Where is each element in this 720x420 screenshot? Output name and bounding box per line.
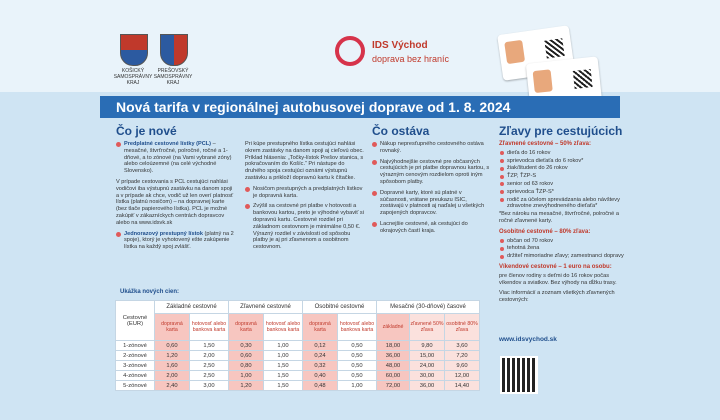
sub-header: osobitné 80% zľava [445,314,480,341]
zlava-item: senior od 63 rokov [499,181,624,188]
title-banner [100,96,620,118]
fare-cell: 0,48 [303,381,338,391]
ids-logo-icon [335,36,365,66]
fare-cell: 1,00 [338,381,377,391]
fare-cell: 0,80 [229,361,264,371]
zlava-item: držiteľ mimoriadne zľavy; zamestnanci dopravy [499,253,624,260]
fare-cell: 18,00 [377,341,410,351]
co-je-nove-column [116,141,236,255]
fare-cell: 3,60 [445,341,480,351]
ostava-item: Najvýhodnejšie cestovné pre občasných cestujúcich je pri platbe dopravnou kartou, s výrazným cenovým rozdielom oproti iným spôsobom platby. [372,159,490,186]
more-info-text: Viac informácií a zoznam všetkých zľavnených cestovných: [499,290,615,304]
crest-right-label: PREŠOVSKÝ SAMOSPRÁVNY KRAJ [153,68,193,86]
fare-cell: 0,60 [155,341,190,351]
sub-header: hotovosť alebo bankova karta [264,314,303,341]
pcl-detail: V prípade cestovania s PCL cestujúci nahlási vodičovi iba výstupnú zastávku na danom spoji a v prípade ak chce, vodič už len overí platnosť lístka (platnú nosičom) – na dopravnej karte (bez tlače papierového lístka). PCL je možné zakúpiť v zákazníckych centrách dopravcov alebo na www.idsvk.sk [116,178,234,226]
page-title: Nová tarifa v regionálnej autobusovej doprave od 1. 8. 2024 [116,99,511,115]
zlava-item: sprievodca dieťaťa do 6 rokov* [499,158,624,165]
fare-cell: 30,00 [410,371,445,381]
fare-cell: 0,12 [303,341,338,351]
zlava-item: tehotná žena [499,245,624,252]
pcl-bold: Predplatné cestovné lístky (PCL) [124,141,212,147]
table-row [116,341,480,351]
fare-cell: 2,40 [155,381,190,391]
fare-cell: 14,40 [445,381,480,391]
ostava-item: Lacnejšie cestovné, ak cestujúci do okrajových častí kraja. [372,221,490,235]
table-row [116,371,480,381]
fare-cell: 1,00 [264,351,303,361]
sub-header: hotovosť alebo bankova karta [338,314,377,341]
sub-header: dopravná karta [303,314,338,341]
zone-label: 5-zónové [116,381,155,391]
zlava-item: dieťa do 16 rokov [499,150,624,157]
ids-subtitle: doprava bez hraníc [372,54,450,64]
fare-cell: 0,40 [303,371,338,381]
carrier-note: Nosičom prestupných a predplatných lístkov je dopravná karta. [245,186,365,200]
fare-cell: 0,50 [338,361,377,371]
fare-cell: 9,60 [445,361,480,371]
presov-crest-icon [160,34,188,66]
fare-cell: 12,00 [445,371,480,381]
fare-cell: 3,00 [190,381,229,391]
sub-header: základné [377,314,410,341]
fare-cell: 72,00 [377,381,410,391]
fare-cell: 2,50 [190,361,229,371]
table-row [116,381,480,391]
fare-cell: 9,80 [410,341,445,351]
qr-code-icon [544,38,564,58]
fare-cell: 24,00 [410,361,445,371]
table-row [116,351,480,361]
fare-cell: 0,30 [229,341,264,351]
group-header: Mesačné (30-dňové) časové [377,301,480,314]
fare-cell: 36,00 [410,381,445,391]
middle-column [245,141,365,255]
ids-title: IDS Východ [372,40,428,51]
fare-cell: 1,50 [264,381,303,391]
zone-label: 1-zónové [116,341,155,351]
fare-cell: 2,50 [190,371,229,381]
website-link[interactable]: www.idsvychod.sk [499,336,557,343]
fare-cell: 1,50 [190,341,229,351]
photo-icon [504,40,525,64]
fare-cell: 2,00 [190,351,229,361]
fare-cell: 7,20 [445,351,480,361]
fare-cell: 0,60 [229,351,264,361]
kosice-crest-icon [120,34,148,66]
fare-cell: 1,50 [264,371,303,381]
transfer-example: Pri kúpe prestupného lístka cestujúci nahlási okrem zastávky na danom spoji aj cieľovú obec. Príklad hlásenia: „Točky-lístok Prešov stanica, s pokračovaním do Košíc.“ Pri nástupe do druhého spoja cestujúci oznámi výstupnú zastávku a prikloží dopravnú kartu k čítačke. [245,141,364,181]
fare-cell: 0,32 [303,361,338,371]
zone-label: 3-zónové [116,361,155,371]
zlava-item: sprievodca ŤZP-S* [499,189,624,196]
co-ostava-heading: Čo ostáva [372,124,430,138]
fare-cell: 60,00 [377,371,410,381]
crest-left-label: KOŠICKÝ SAMOSPRÁVNY KRAJ [113,68,153,86]
price-note: Zvýšil sa cestovné pri platbe v hotovosti a bankovou kartou, preto je výhodné vybaviť si dopravnú kartu. Cestovné rozdiel pri základnom cestovnom je minimálne 0,50 €. Výrazný rozdiel v závislosti od spôsobu platby je aj pri zľavnenom a osobitnom cestovnom. [245,203,365,251]
zlava-item: rodič za účelom sprevádzania alebo návštevy zdravotne znevýhodneného dieťaťa* [499,197,624,211]
zlava-note: *Bez nároku na mesačné, štvrťročné, polročné a ročné zľavnené karty. [499,211,619,224]
fare-cell: 0,50 [338,341,377,351]
qr-code-icon [573,69,593,89]
zlava-item: žiak/študent do 26 rokov [499,165,624,172]
row-header: Cestovné (EUR) [116,301,155,341]
zlavy-heading: Zľavy pre cestujúcich [499,124,623,138]
fare-cell: 2,00 [155,371,190,381]
zone-label: 2-zónové [116,351,155,361]
fare-cell: 1,60 [155,361,190,371]
ostava-item: Nákup nepresťupného cestovného ostáva rovnaký. [372,141,490,155]
table-row [116,361,480,371]
fare-cell: 36,00 [377,351,410,361]
fare-cell: 48,00 [377,361,410,371]
zlava-50-title: Zľavnené cestovné – 50% zľava: [499,141,592,147]
group-header: Základné cestovné [155,301,229,314]
qr-code-icon [500,356,538,394]
fare-cell: 1,20 [155,351,190,361]
fare-cell: 1,00 [229,371,264,381]
transfer-ticket-text: (platný na 2 spoje), ktorý je vyhotovený ešte zakúpenie lístka na každý spoj zvlášť. [124,230,234,251]
group-header: Zľavnené cestovné [229,301,303,314]
fares-table [115,300,480,391]
ostava-item: Dopravné karty, ktoré sú platné v súčasnosti, vrátane preukazu ISIC, zostávajú v platnosti aj naďalej u všetkých zapojených dopravcov. [372,190,490,217]
photo-icon [533,69,553,93]
zlavy-column [499,141,624,308]
transfer-ticket-bold: Jednorazový prestupný lístok [124,230,203,237]
fare-cell: 15,00 [410,351,445,361]
sub-header: hotovosť alebo bankova karta [190,314,229,341]
fare-cell: 0,50 [338,351,377,361]
fare-cell: 0,50 [338,371,377,381]
fare-cell: 1,50 [264,361,303,371]
group-header: Osobitné cestovné [303,301,377,314]
zlava-item: ŤZP, ŤZP-S [499,173,624,180]
weekend-text: pre členov rodiny s deťmi do 16 rokov počas víkendov a sviatkov. Bez výhody na dĺžku trasy. [499,272,617,286]
zlava-80-title: Osobitné cestovné – 80% zľava: [499,228,591,235]
sub-header: zľavnené 50% zľava [410,314,445,341]
fare-cell: 1,00 [264,341,303,351]
sub-header: dopravná karta [229,314,264,341]
pcl-text: – mesačné, štvrťročné, polročné, ročné a 1-dňové, a to zónové (na Vami vybrané zóny) alebo celoúzemné (na celé východné Slovensko). [124,141,232,175]
co-ostava-column [372,141,490,239]
sub-header: dopravná karta [155,314,190,341]
fare-cell: 1,20 [229,381,264,391]
fare-cell: 0,24 [303,351,338,361]
fares-title: Ukážka nových cien: [120,289,180,295]
zone-label: 4-zónové [116,371,155,381]
zlava-item: občan od 70 rokov [499,238,624,245]
weekend-title: Víkendové cestovné – 1 euro na osobu: [499,263,612,270]
co-je-nove-heading: Čo je nové [116,124,177,138]
